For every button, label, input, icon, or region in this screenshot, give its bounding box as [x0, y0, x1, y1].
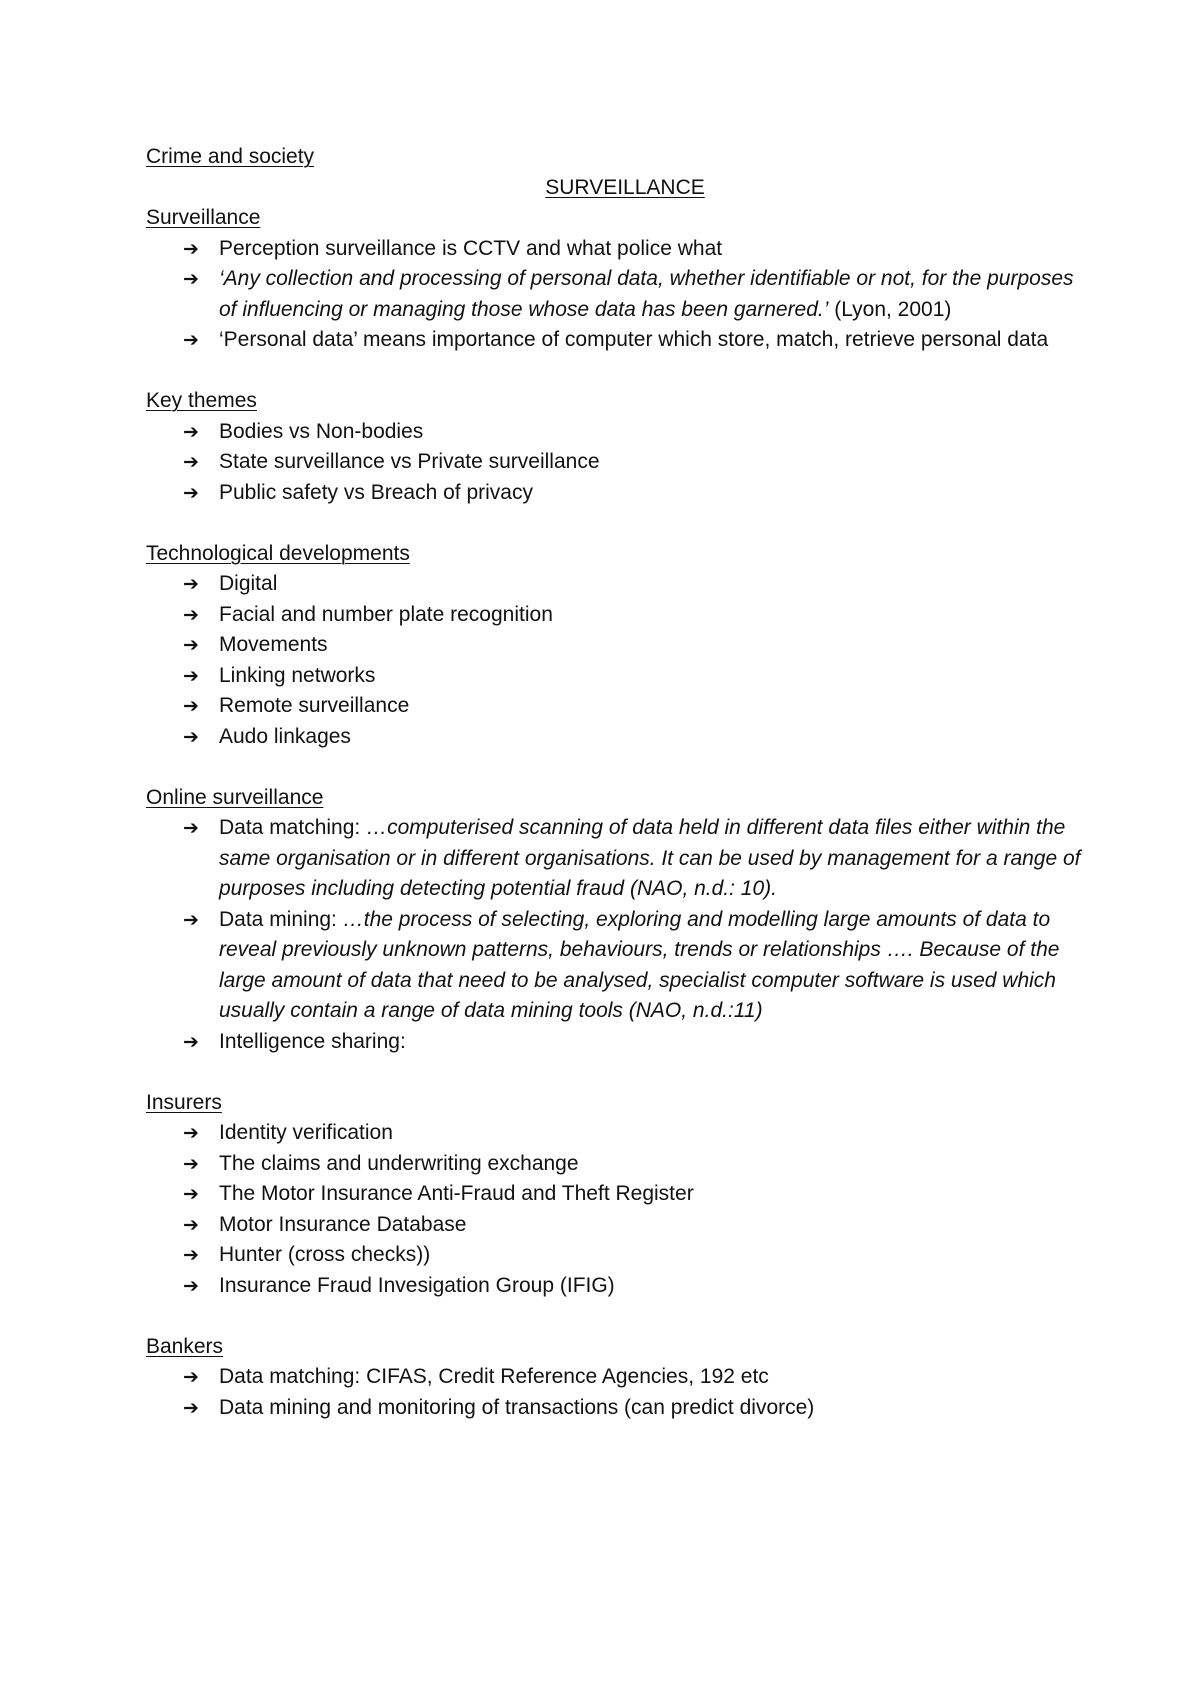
item-text: Audo linkages [219, 724, 351, 748]
item-text: Data mining: [219, 907, 343, 931]
arrow-bullet-icon: ➔ [183, 1244, 199, 1266]
arrow-bullet-icon: ➔ [183, 1122, 199, 1144]
item-text: Motor Insurance Database [219, 1212, 467, 1236]
item-text: The Motor Insurance Anti-Fraud and Theft Register [219, 1182, 694, 1205]
list-item [146, 1118, 1086, 1149]
section-heading [146, 1088, 1086, 1119]
arrow-bullet-icon: ➔ [183, 420, 199, 443]
list-item [146, 478, 1086, 509]
arrow-bullet-icon: ➔ [183, 1366, 199, 1388]
arrow-bullet-icon: ➔ [183, 329, 199, 351]
arrow-bullet-icon: ➔ [183, 695, 199, 717]
item-text: Identity verification [219, 1121, 393, 1144]
list-item [146, 1149, 1086, 1180]
list-item [146, 905, 1086, 1027]
item-text: State surveillance vs Private surveillance [219, 450, 600, 473]
page-title-text: SURVEILLANCE [545, 175, 705, 199]
page-title [146, 173, 1086, 204]
section-heading [146, 386, 1086, 417]
item-text: The claims and underwriting exchange [219, 1151, 579, 1175]
arrow-bullet-icon: ➔ [183, 1274, 199, 1297]
quote-text: …the process of selecting, exploring and modelling large amounts of data to reveal previously unknown patterns, behaviours, trends or relationships …. Because of the large amount of data that need to be analysed, specialist computer software is used which usually contain a range of data mining tools (NAO, n.d.:11) [219, 907, 1060, 1022]
list-item [146, 569, 1086, 600]
arrow-bullet-icon: ➔ [183, 1152, 199, 1175]
section-heading-text: Online surveillance [146, 785, 324, 809]
list-item [146, 661, 1086, 692]
arrow-bullet-icon: ➔ [183, 1030, 199, 1053]
list-item [146, 722, 1086, 753]
list-item [146, 1179, 1086, 1210]
list-item [146, 1271, 1086, 1302]
item-text: Insurance Fraud Invesigation Group (IFIG) [219, 1273, 615, 1297]
arrow-bullet-icon: ➔ [183, 634, 199, 656]
section-heading-text: Key themes [146, 389, 257, 412]
arrow-bullet-icon: ➔ [183, 908, 199, 931]
arrow-bullet-icon: ➔ [183, 237, 199, 260]
item-text: Bodies vs Non-bodies [219, 419, 424, 443]
section-heading [146, 539, 1086, 570]
section-insurers [146, 1088, 1086, 1302]
item-text: Facial and number plate recognition [219, 602, 553, 626]
bullet-list [146, 234, 1086, 356]
list-item [146, 447, 1086, 478]
list-item [146, 264, 1086, 325]
document-header-text: Crime and society [146, 145, 315, 168]
quote-text: ‘Any collection and processing of personal data, whether identifiable or not, for the purposes of influencing or managing those whose data has been garnered.’ [219, 267, 1074, 321]
item-text: Public safety vs Breach of privacy [219, 480, 533, 504]
arrow-bullet-icon: ➔ [183, 268, 199, 290]
section-heading [146, 783, 1086, 814]
list-item [146, 1210, 1086, 1241]
bullet-list [146, 1362, 1086, 1423]
bullet-list [146, 569, 1086, 752]
list-item [146, 234, 1086, 265]
bullet-list [146, 813, 1086, 1057]
item-text: (Lyon, 2001) [828, 297, 952, 321]
list-item [146, 417, 1086, 448]
section-heading [146, 203, 1086, 234]
section-heading-text: Surveillance [146, 206, 261, 229]
list-item [146, 691, 1086, 722]
quote-text: …computerised scanning of data held in different data files either within the same organisation or in different organisations. It can be used by management for a range of purposes including detecting potential fraud (NAO, n.d.: 10). [219, 816, 1081, 900]
item-text: Linking networks [219, 663, 376, 687]
list-item [146, 1362, 1086, 1393]
item-text: Hunter (cross checks)) [219, 1243, 431, 1266]
bullet-list [146, 417, 1086, 509]
item-text: Perception surveillance is CCTV and what police what [219, 236, 723, 260]
arrow-bullet-icon: ➔ [183, 664, 199, 687]
item-text: Digital [219, 572, 278, 595]
section-surveillance [146, 203, 1086, 356]
sections-container [146, 203, 1086, 1423]
section-key-themes [146, 386, 1086, 508]
section-heading-text: Bankers [146, 1334, 224, 1358]
item-text: ‘Personal data’ means importance of computer which store, match, retrieve personal data [219, 328, 1049, 351]
arrow-bullet-icon: ➔ [183, 725, 199, 748]
section-heading-text: Technological developments [146, 541, 410, 565]
arrow-bullet-icon: ➔ [183, 1183, 199, 1205]
list-item [146, 1393, 1086, 1424]
section-heading [146, 1332, 1086, 1363]
list-item [146, 630, 1086, 661]
list-item [146, 1027, 1086, 1058]
section-online-surveillance [146, 783, 1086, 1058]
list-item [146, 1240, 1086, 1271]
item-text: Data matching: CIFAS, Credit Reference Agencies, 192 etc [219, 1365, 769, 1388]
list-item [146, 600, 1086, 631]
arrow-bullet-icon: ➔ [183, 573, 199, 595]
item-text: Data mining and monitoring of transactions (can predict divorce) [219, 1395, 815, 1419]
document-header [146, 142, 1086, 173]
list-item [146, 325, 1086, 356]
item-text: Movements [219, 633, 328, 656]
section-bankers [146, 1332, 1086, 1424]
arrow-bullet-icon: ➔ [183, 481, 199, 504]
item-text: Remote surveillance [219, 694, 410, 717]
arrow-bullet-icon: ➔ [183, 603, 199, 626]
bullet-list [146, 1118, 1086, 1301]
document-page [146, 142, 1086, 1423]
item-text: Data matching: [219, 816, 367, 839]
list-item [146, 813, 1086, 905]
section-technological-developments [146, 539, 1086, 753]
arrow-bullet-icon: ➔ [183, 451, 199, 473]
arrow-bullet-icon: ➔ [183, 1396, 199, 1419]
arrow-bullet-icon: ➔ [183, 1213, 199, 1236]
item-text: Intelligence sharing: [219, 1029, 406, 1053]
section-heading-text: Insurers [146, 1090, 222, 1114]
arrow-bullet-icon: ➔ [183, 817, 199, 839]
